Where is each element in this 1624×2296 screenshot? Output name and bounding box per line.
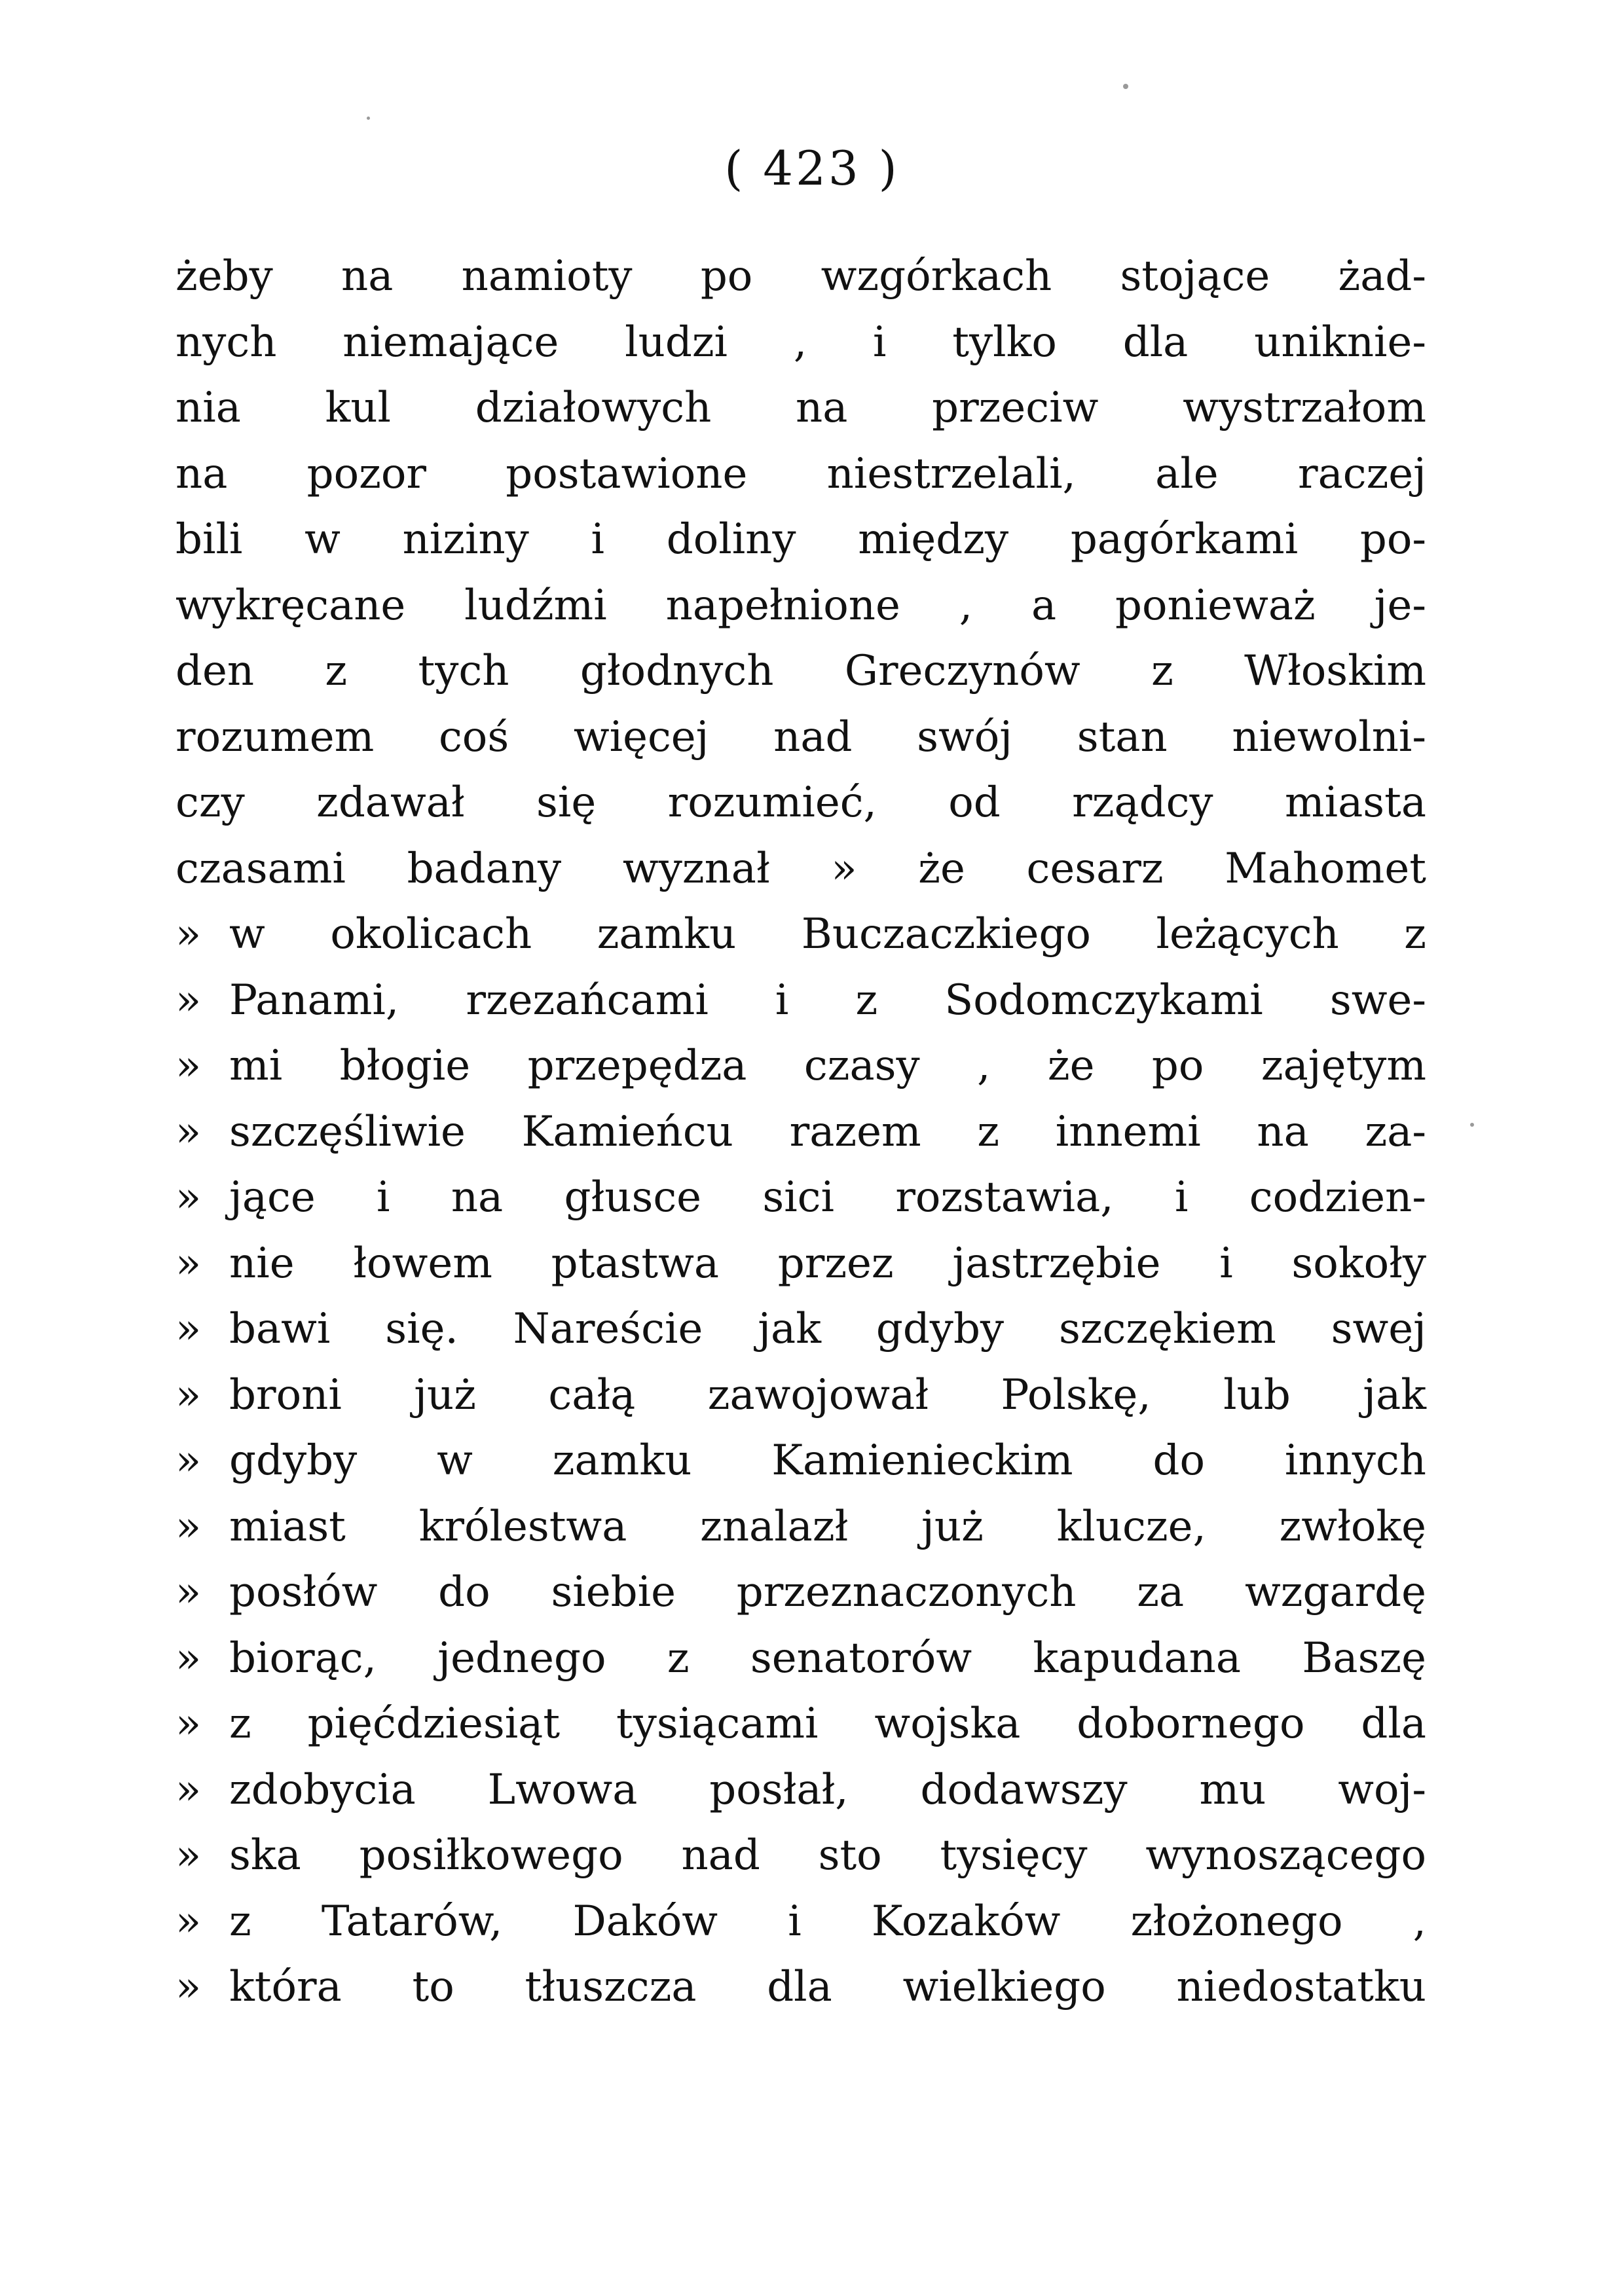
paper-speck bbox=[367, 117, 370, 120]
line-text: nie łowem ptastwa przez jastrzębie i sokoły bbox=[229, 1239, 1426, 1288]
line-text: bili w niziny i doliny między pagórkami po- bbox=[175, 515, 1426, 564]
text-line bbox=[175, 1691, 1426, 1757]
quote-mark: » bbox=[175, 1831, 202, 1880]
body-text bbox=[175, 244, 1426, 2020]
line-text: miast królestwa znalazł już klucze, zwłokę bbox=[229, 1502, 1426, 1551]
quote-mark: » bbox=[175, 910, 202, 958]
line-text: gdyby w zamku Kamienieckim do innych bbox=[229, 1436, 1426, 1485]
quote-mark: » bbox=[175, 1502, 202, 1551]
text-line bbox=[175, 1954, 1426, 2020]
line-text: bawi się. Nareście jak gdyby szczękiem swej bbox=[229, 1305, 1426, 1353]
line-text: jące i na głusce sici rozstawia, i codzien- bbox=[229, 1173, 1426, 1222]
quote-mark: » bbox=[175, 1107, 202, 1156]
text-line bbox=[175, 1165, 1426, 1231]
text-line bbox=[175, 1626, 1426, 1692]
text-line bbox=[175, 507, 1426, 573]
quote-mark: » bbox=[175, 1173, 202, 1222]
text-line bbox=[175, 1296, 1426, 1362]
line-text: nia kul działowych na przeciw wystrzałom bbox=[175, 384, 1426, 432]
text-line bbox=[175, 968, 1426, 1034]
line-text: Panami, rzezańcami i z Sodomczykami swe- bbox=[229, 975, 1426, 1025]
quote-mark: » bbox=[175, 1700, 202, 1748]
page-number: ( 423 ) bbox=[724, 141, 900, 196]
text-line bbox=[175, 902, 1426, 968]
line-text: ska posiłkowego nad sto tysięcy wynoszącego bbox=[229, 1831, 1426, 1880]
text-line bbox=[175, 573, 1426, 639]
line-text: która to tłuszcza dla wielkiego niedostatku bbox=[229, 1963, 1426, 2011]
text-line bbox=[175, 1559, 1426, 1626]
paper-speck bbox=[1123, 84, 1128, 89]
line-text: czy zdawał się rozumieć, od rządcy miasta bbox=[175, 778, 1426, 827]
text-line bbox=[175, 1231, 1426, 1297]
text-line bbox=[175, 1823, 1426, 1889]
line-text: na pozor postawione niestrzelali, ale raczej bbox=[175, 449, 1426, 498]
quote-mark: » bbox=[175, 1963, 202, 2011]
line-text: rozumem coś więcej nad swój stan niewolni- bbox=[175, 712, 1426, 761]
paper-speck bbox=[1470, 1123, 1474, 1127]
quote-mark: » bbox=[175, 975, 202, 1025]
text-line bbox=[175, 1362, 1426, 1429]
text-line bbox=[175, 1099, 1426, 1165]
line-text: w okolicach zamku Buczaczkiego leżących z bbox=[229, 910, 1426, 958]
line-text: z pięćdziesiąt tysiącami wojska dobornego dla bbox=[229, 1700, 1426, 1748]
line-text: wykręcane ludźmi napełnione , a ponieważ je- bbox=[175, 581, 1426, 630]
text-line bbox=[175, 638, 1426, 704]
text-line bbox=[175, 1494, 1426, 1560]
text-line bbox=[175, 375, 1426, 441]
text-line bbox=[175, 836, 1426, 902]
line-text: nych niemające ludzi , i tylko dla uniknie- bbox=[175, 318, 1426, 367]
line-text: biorąc, jednego z senatorów kapudana Baszę bbox=[229, 1633, 1426, 1683]
quote-mark: » bbox=[175, 1370, 202, 1419]
line-text: posłów do siebie przeznaczonych za wzgardę bbox=[229, 1568, 1426, 1616]
quote-mark: » bbox=[175, 1239, 202, 1288]
text-line bbox=[175, 1889, 1426, 1955]
text-line bbox=[175, 1757, 1426, 1823]
text-line bbox=[175, 310, 1426, 376]
text-line bbox=[175, 770, 1426, 836]
text-line bbox=[175, 441, 1426, 507]
quote-mark: » bbox=[175, 1305, 202, 1353]
quote-mark: » bbox=[175, 1765, 202, 1814]
line-text: den z tych głodnych Greczynów z Włoskim bbox=[175, 647, 1426, 695]
quote-mark: » bbox=[175, 1633, 202, 1683]
line-text: szczęśliwie Kamieńcu razem z innemi na za- bbox=[229, 1107, 1426, 1156]
line-text: żeby na namioty po wzgórkach stojące żad- bbox=[175, 252, 1426, 301]
line-text: broni już całą zawojował Polskę, lub jak bbox=[229, 1370, 1426, 1419]
text-line bbox=[175, 704, 1426, 771]
quote-mark: » bbox=[175, 1568, 202, 1616]
text-line bbox=[175, 244, 1426, 310]
line-text: czasami badany wyznał » że cesarz Mahomet bbox=[175, 844, 1426, 893]
line-text: zdobycia Lwowa posłał, dodawszy mu woj- bbox=[229, 1765, 1426, 1814]
line-text: mi błogie przepędza czasy , że po zajętym bbox=[229, 1042, 1426, 1090]
quote-mark: » bbox=[175, 1436, 202, 1485]
text-line bbox=[175, 1033, 1426, 1099]
quote-mark: » bbox=[175, 1042, 202, 1090]
text-line bbox=[175, 1428, 1426, 1494]
line-text: z Tatarów, Daków i Kozaków złożonego , bbox=[229, 1897, 1426, 1946]
quote-mark: » bbox=[175, 1897, 202, 1946]
